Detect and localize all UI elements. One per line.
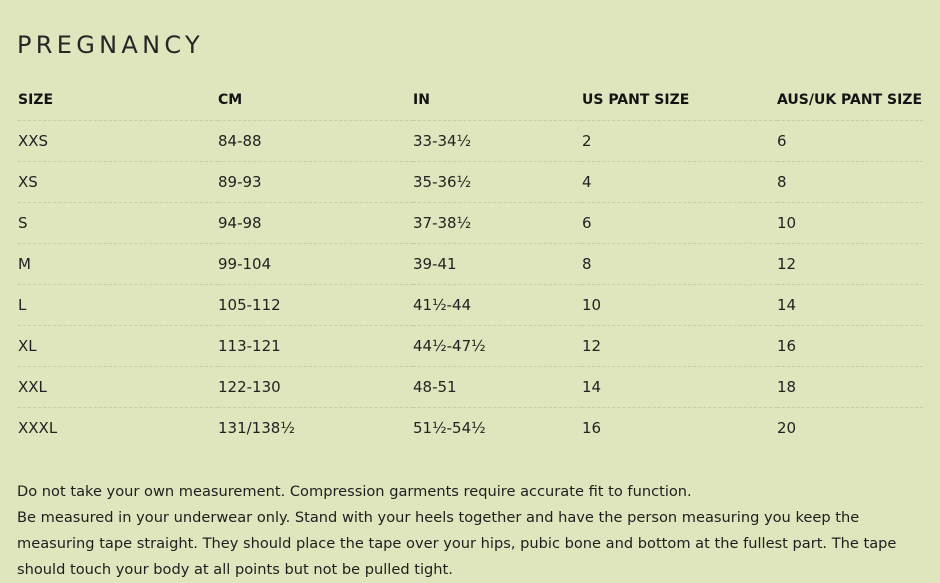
note-paragraph: Be measured in your underwear only. Stand with your heels together and have the person measuring you keep the measuring tape straight. They should place the tape over your hips, pubic bone and bottom at the fullest part. The tape should touch your body at all points but not be pulled tight.	[17, 509, 897, 578]
cell-in: 39-41	[413, 244, 582, 285]
cell-us-pant-size: 2	[582, 121, 777, 162]
header-us-pant-size: US PANT SIZE	[582, 80, 777, 121]
cell-size: L	[18, 285, 218, 326]
cell-cm: 84-88	[218, 121, 413, 162]
cell-aus-uk-pant-size: 12	[777, 244, 923, 285]
header-in: IN	[413, 80, 582, 121]
cell-in: 41½-44	[413, 285, 582, 326]
cell-in: 48-51	[413, 367, 582, 408]
cell-in: 33-34½	[413, 121, 582, 162]
cell-aus-uk-pant-size: 18	[777, 367, 923, 408]
cell-size: XL	[18, 326, 218, 367]
cell-size: XXL	[18, 367, 218, 408]
table-row	[18, 244, 923, 285]
cell-size: XXXL	[18, 419, 58, 437]
cell-cm: 99-104	[218, 244, 413, 285]
cell-us-pant-size: 4	[582, 162, 777, 203]
cell-cm: 131/138½	[218, 419, 295, 437]
cell-cm: 122-130	[218, 367, 413, 408]
cell-aus-uk-pant-size: 16	[777, 326, 923, 367]
table-row	[18, 285, 923, 326]
cell-us-pant-size: 16	[582, 419, 602, 437]
cell-aus-uk-pant-size: 8	[777, 162, 923, 203]
cell-in: 37-38½	[413, 203, 582, 244]
table-header-row	[18, 80, 923, 121]
cell-in: 51½-54½	[413, 419, 486, 437]
table-row	[18, 367, 923, 408]
cell-us-pant-size: 6	[582, 203, 777, 244]
cell-aus-uk-pant-size: 14	[777, 285, 923, 326]
cell-us-pant-size: 8	[582, 244, 777, 285]
cell-us-pant-size: 12	[582, 326, 777, 367]
cell-aus-uk-pant-size: 10	[777, 203, 923, 244]
cell-size: S	[18, 203, 218, 244]
cell-aus-uk-pant-size: 20	[777, 419, 797, 437]
cell-in: 44½-47½	[413, 326, 582, 367]
note-paragraph: Do not take your own measurement. Compression garments require accurate fit to function.	[17, 483, 692, 500]
cell-us-pant-size: 14	[582, 367, 777, 408]
cell-cm: 113-121	[218, 326, 413, 367]
size-table	[18, 80, 923, 448]
header-aus-uk-pant-size: AUS/UK PANT SIZE	[777, 80, 923, 121]
table-row	[18, 121, 923, 162]
table-row	[18, 326, 923, 367]
measurement-notes	[17, 479, 922, 583]
cell-size: XXS	[18, 121, 218, 162]
table-row	[18, 203, 923, 244]
cell-in: 35-36½	[413, 162, 582, 203]
cell-cm: 94-98	[218, 203, 413, 244]
header-size: SIZE	[18, 80, 218, 121]
page-title: PREGNANCY	[17, 31, 204, 59]
cell-aus-uk-pant-size: 6	[777, 121, 923, 162]
table-row	[18, 408, 923, 449]
cell-cm: 89-93	[218, 162, 413, 203]
cell-cm: 105-112	[218, 285, 413, 326]
table-row	[18, 162, 923, 203]
cell-us-pant-size: 10	[582, 285, 777, 326]
cell-size: M	[18, 244, 218, 285]
header-cm: CM	[218, 80, 413, 121]
cell-size: XS	[18, 162, 218, 203]
